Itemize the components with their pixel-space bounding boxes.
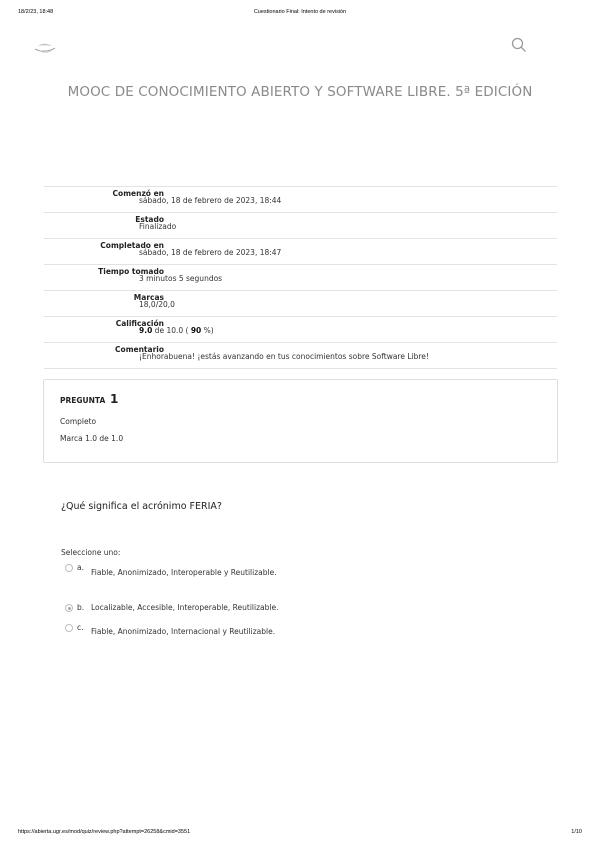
search-icon[interactable] [511, 37, 527, 53]
grade-percent-suffix: %) [201, 326, 214, 335]
grade-of-text: de 10.0 ( [152, 326, 191, 335]
answer-prompt: Seleccione uno: [61, 548, 121, 557]
radio-button[interactable] [65, 624, 73, 632]
print-page-number: 1/10 [571, 829, 582, 835]
summary-label: Estado [135, 215, 164, 224]
logo-icon[interactable] [34, 40, 56, 54]
grade-score: 9.0 [139, 326, 153, 335]
summary-label: Marcas [133, 293, 164, 302]
radio-button-checked[interactable] [65, 604, 73, 612]
print-datetime: 18/2/23, 18:48 [18, 9, 54, 15]
option-text: Fiable, Anonimizado, Internacional y Reutilizable. [91, 627, 276, 636]
option-letter: c. [77, 623, 84, 632]
attempt-summary-table [44, 186, 557, 369]
answer-option-b[interactable] [65, 604, 465, 618]
answer-option-a[interactable] [65, 564, 465, 578]
print-title: Cuestionario Final: Intento de revisión [253, 9, 347, 15]
course-title: MOOC DE CONOCIMIENTO ABIERTO Y SOFTWARE LIBRE. 5ª EDICIÓN [67, 84, 533, 100]
question-heading: PREGUNTA [60, 396, 106, 405]
question-number: 1 [110, 392, 119, 406]
summary-label: Comentario [115, 345, 164, 354]
answer-option-c[interactable] [65, 624, 465, 638]
summary-value: Finalizado [139, 222, 177, 231]
summary-row-state [44, 213, 557, 239]
question-info-box [43, 379, 558, 463]
summary-label: Completado en [100, 241, 164, 250]
option-letter: a. [77, 563, 84, 572]
grade-percent: 90 [190, 326, 202, 335]
summary-value: ¡Enhorabuena! ¡estás avanzando en tus conocimientos sobre Software Libre! [139, 352, 429, 361]
option-text: Fiable, Anonimizado, Interoperable y Reutilizable. [91, 568, 277, 577]
question-text: ¿Qué significa el acrónimo FERIA? [61, 501, 222, 512]
radio-button[interactable] [65, 564, 73, 572]
option-letter: b. [77, 603, 85, 612]
question-grade: Marca 1.0 de 1.0 [60, 434, 124, 443]
summary-row-started [44, 187, 557, 213]
summary-row-completed [44, 239, 557, 265]
option-text: Localizable, Accesible, Interoperable, Reutilizable. [91, 603, 279, 612]
summary-value: 3 minutos 5 segundos [139, 274, 223, 283]
summary-label: Comenzó en [112, 189, 164, 198]
summary-row-grade [44, 317, 557, 343]
summary-label: Calificación [115, 319, 164, 328]
summary-value: 18,0/20,0 [139, 300, 175, 309]
print-url: https://abierta.ugr.es/mod/quiz/review.php?attempt=26258&cmid=3551 [18, 829, 191, 835]
summary-value [139, 326, 214, 335]
summary-value: sábado, 18 de febrero de 2023, 18:47 [139, 248, 282, 257]
summary-label: Tiempo tomado [98, 267, 164, 276]
summary-row-comment [44, 343, 557, 369]
summary-value: sábado, 18 de febrero de 2023, 18:44 [139, 196, 282, 205]
question-state: Completo [60, 417, 97, 426]
summary-row-marks [44, 291, 557, 317]
summary-row-time-taken [44, 265, 557, 291]
